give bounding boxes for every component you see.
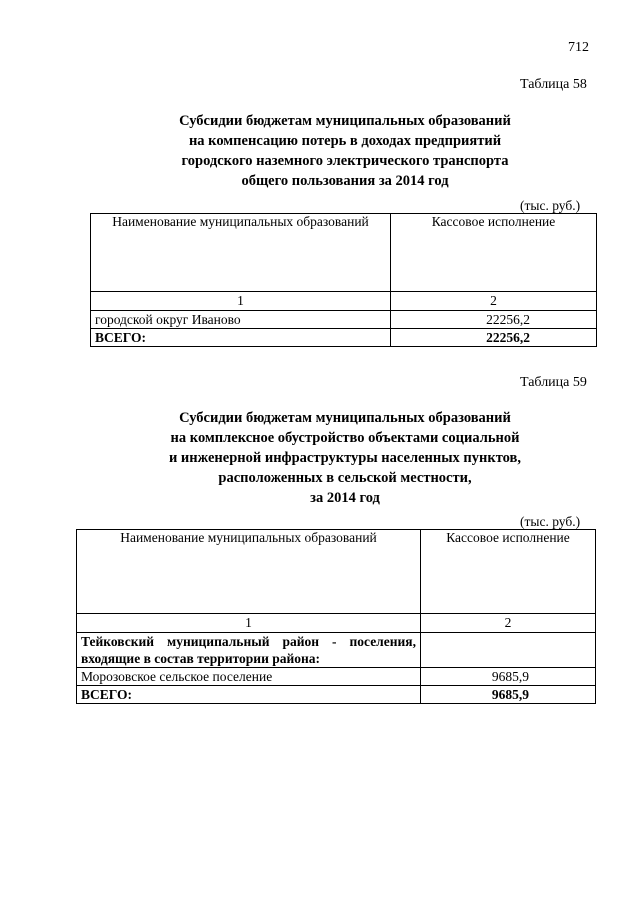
- group-value: [421, 633, 596, 668]
- title-line: за 2014 год: [310, 490, 380, 506]
- total-value: 9685,9: [421, 686, 596, 704]
- title-line: Субсидии бюджетам муниципальных образований: [179, 113, 511, 129]
- row-value: 22256,2: [391, 311, 597, 329]
- row-name: Морозовское сельское поселение: [77, 668, 421, 686]
- table-59-label: Таблица 59: [520, 375, 587, 390]
- total-label: ВСЕГО:: [77, 686, 421, 704]
- title-line: городского наземного электрического транспорта: [181, 153, 509, 169]
- table-row: [91, 311, 597, 329]
- row-name: городской округ Иваново: [91, 311, 391, 329]
- title-line: на компенсацию потерь в доходах предприятий: [188, 133, 502, 149]
- column-header-execution: Кассовое исполнение: [421, 530, 596, 614]
- table-59-title: [130, 408, 560, 508]
- title-line: общего пользования за 2014 год: [241, 173, 449, 189]
- row-value: 9685,9: [421, 668, 596, 686]
- table-58: [90, 213, 597, 347]
- title-line: на комплексное обустройство объектами социальной: [170, 430, 520, 446]
- column-header-name: Наименование муниципальных образований: [91, 214, 391, 292]
- total-row: [77, 686, 596, 704]
- title-line: расположенных в сельской местности,: [218, 470, 472, 486]
- table-58-title: [130, 111, 560, 191]
- total-label: ВСЕГО:: [91, 329, 391, 347]
- group-row: [77, 633, 596, 668]
- table-59-unit: (тыс. руб.): [520, 514, 581, 529]
- column-header-execution: Кассовое исполнение: [391, 214, 597, 292]
- title-line: и инженерной инфраструктуры населенных пунктов,: [168, 450, 522, 466]
- column-number: 2: [421, 614, 596, 633]
- column-number: 1: [91, 292, 391, 311]
- table-58-label: Таблица 58: [520, 77, 587, 92]
- table-58-unit: (тыс. руб.): [520, 198, 581, 213]
- table-59: [76, 529, 596, 704]
- title-line: Субсидии бюджетам муниципальных образований: [179, 410, 511, 426]
- column-number: 1: [77, 614, 421, 633]
- group-name: Тейковский муниципальный район - поселения, входящие в состав территории района:: [77, 633, 421, 668]
- column-header-name: Наименование муниципальных образований: [77, 530, 421, 614]
- table-row: [77, 668, 596, 686]
- column-number: 2: [391, 292, 597, 311]
- total-value: 22256,2: [391, 329, 597, 347]
- total-row: [91, 329, 597, 347]
- page-number: 712: [568, 40, 589, 55]
